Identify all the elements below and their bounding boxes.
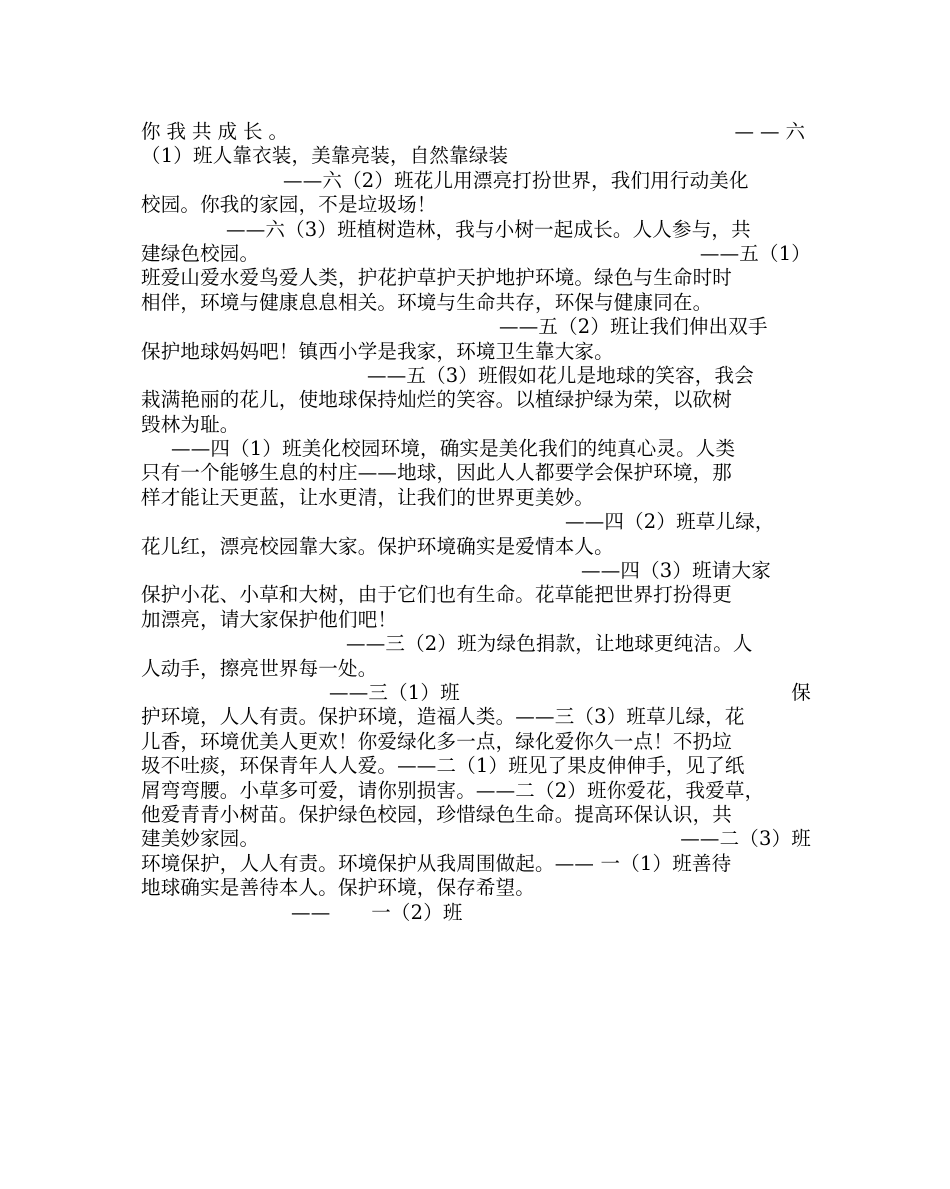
text-fragment: 你我共成长。	[141, 120, 295, 143]
text-line: ——三（2）班为绿色捐款，让地球更纯洁。人	[346, 632, 753, 656]
text-fragment: 一（2）班	[371, 900, 463, 924]
text-fragment: 建绿色校园。	[141, 241, 260, 265]
text-line: 他爱青青小树苗。保护绿色校园，珍惜绿色生命。提高环保认识，共	[141, 802, 733, 826]
text-line: 儿香，环境优美人更欢！你爱绿化多一点，绿化爱你久一点！不扔垃	[141, 729, 733, 753]
text-line: ——五（3）班假如花儿是地球的笑容，我会	[367, 363, 754, 387]
text-line: 花儿红，漂亮校园靠大家。保护环境确实是爱情本人。	[141, 534, 614, 558]
text-line: （1）班人靠衣装，美靠亮装，自然靠绿装	[141, 144, 509, 168]
text-line: 相伴，环境与健康息息相关。环境与生命共存，环保与健康同在。	[141, 290, 713, 314]
text-fragment: ——三（1）班	[329, 680, 460, 704]
text-line: ——四（2）班草儿绿，	[565, 510, 775, 534]
text-line: ——六（2）班花儿用漂亮打扮世界，我们用行动美化	[283, 168, 749, 192]
text-line: 加漂亮，请大家保护他们吧！	[141, 607, 398, 631]
text-line: ——四（3）班请大家	[581, 559, 771, 583]
text-line	[141, 901, 811, 925]
text-fragment: ——六	[734, 120, 811, 143]
text-fragment: ——五（1）	[699, 241, 811, 265]
text-line: ——四（1）班美化校园环境，确实是美化我们的纯真心灵。人类	[171, 437, 736, 461]
text-fragment: 建美妙家园。	[141, 827, 260, 851]
text-line	[141, 242, 811, 266]
document-body	[141, 120, 811, 925]
text-fragment: ——二（3）班	[680, 827, 811, 851]
text-line	[141, 827, 811, 851]
text-line: 保护小花、小草和大树，由于它们也有生命。花草能把世界打扮得更	[141, 583, 733, 607]
text-line: 环境保护，人人有责。环境保护从我周围做起。—— 一（1）班善待	[141, 851, 732, 875]
text-line: ——六（3）班植树造林，我与小树一起成长。人人参与，共	[226, 217, 751, 241]
text-line: 样才能让天更蓝，让水更清，让我们的世界更美妙。	[141, 485, 595, 509]
text-line: 栽满艳丽的花儿，使地球保持灿烂的笑容。以植绿护绿为荣，以砍树	[141, 388, 733, 412]
text-fragment: ——	[291, 900, 331, 924]
text-line: 屑弯弯腰。小草多可爱，请你别损害。——二（2）班你爱花，我爱草，	[141, 778, 765, 802]
text-line	[141, 681, 811, 705]
text-line: 地球确实是善待本人。保护环境，保存希望。	[141, 876, 536, 900]
text-line: 护环境，人人有责。保护环境，造福人类。——三（3）班草儿绿，花	[141, 705, 745, 729]
text-line: 人动手，擦亮世界每一处。	[141, 656, 378, 680]
text-line	[141, 120, 811, 144]
text-line: 毁林为耻。	[141, 412, 240, 436]
text-line: 校园。你我的家园，不是垃圾场！	[141, 193, 437, 217]
text-line: 班爱山爱水爱鸟爱人类，护花护草护天护地护环境。绿色与生命时时	[141, 266, 733, 290]
text-line: 保护地球妈妈吧！镇西小学是我家，环境卫生靠大家。	[141, 339, 614, 363]
text-fragment: 保	[791, 680, 811, 704]
text-line: 只有一个能够生息的村庄——地球，因此人人都要学会保护环境，那	[141, 461, 733, 485]
text-line: 圾不吐痰，环保青年人人爱。——二（1）班见了果皮伸伸手，见了纸	[141, 754, 745, 778]
text-line: ——五（2）班让我们伸出双手	[499, 315, 768, 339]
